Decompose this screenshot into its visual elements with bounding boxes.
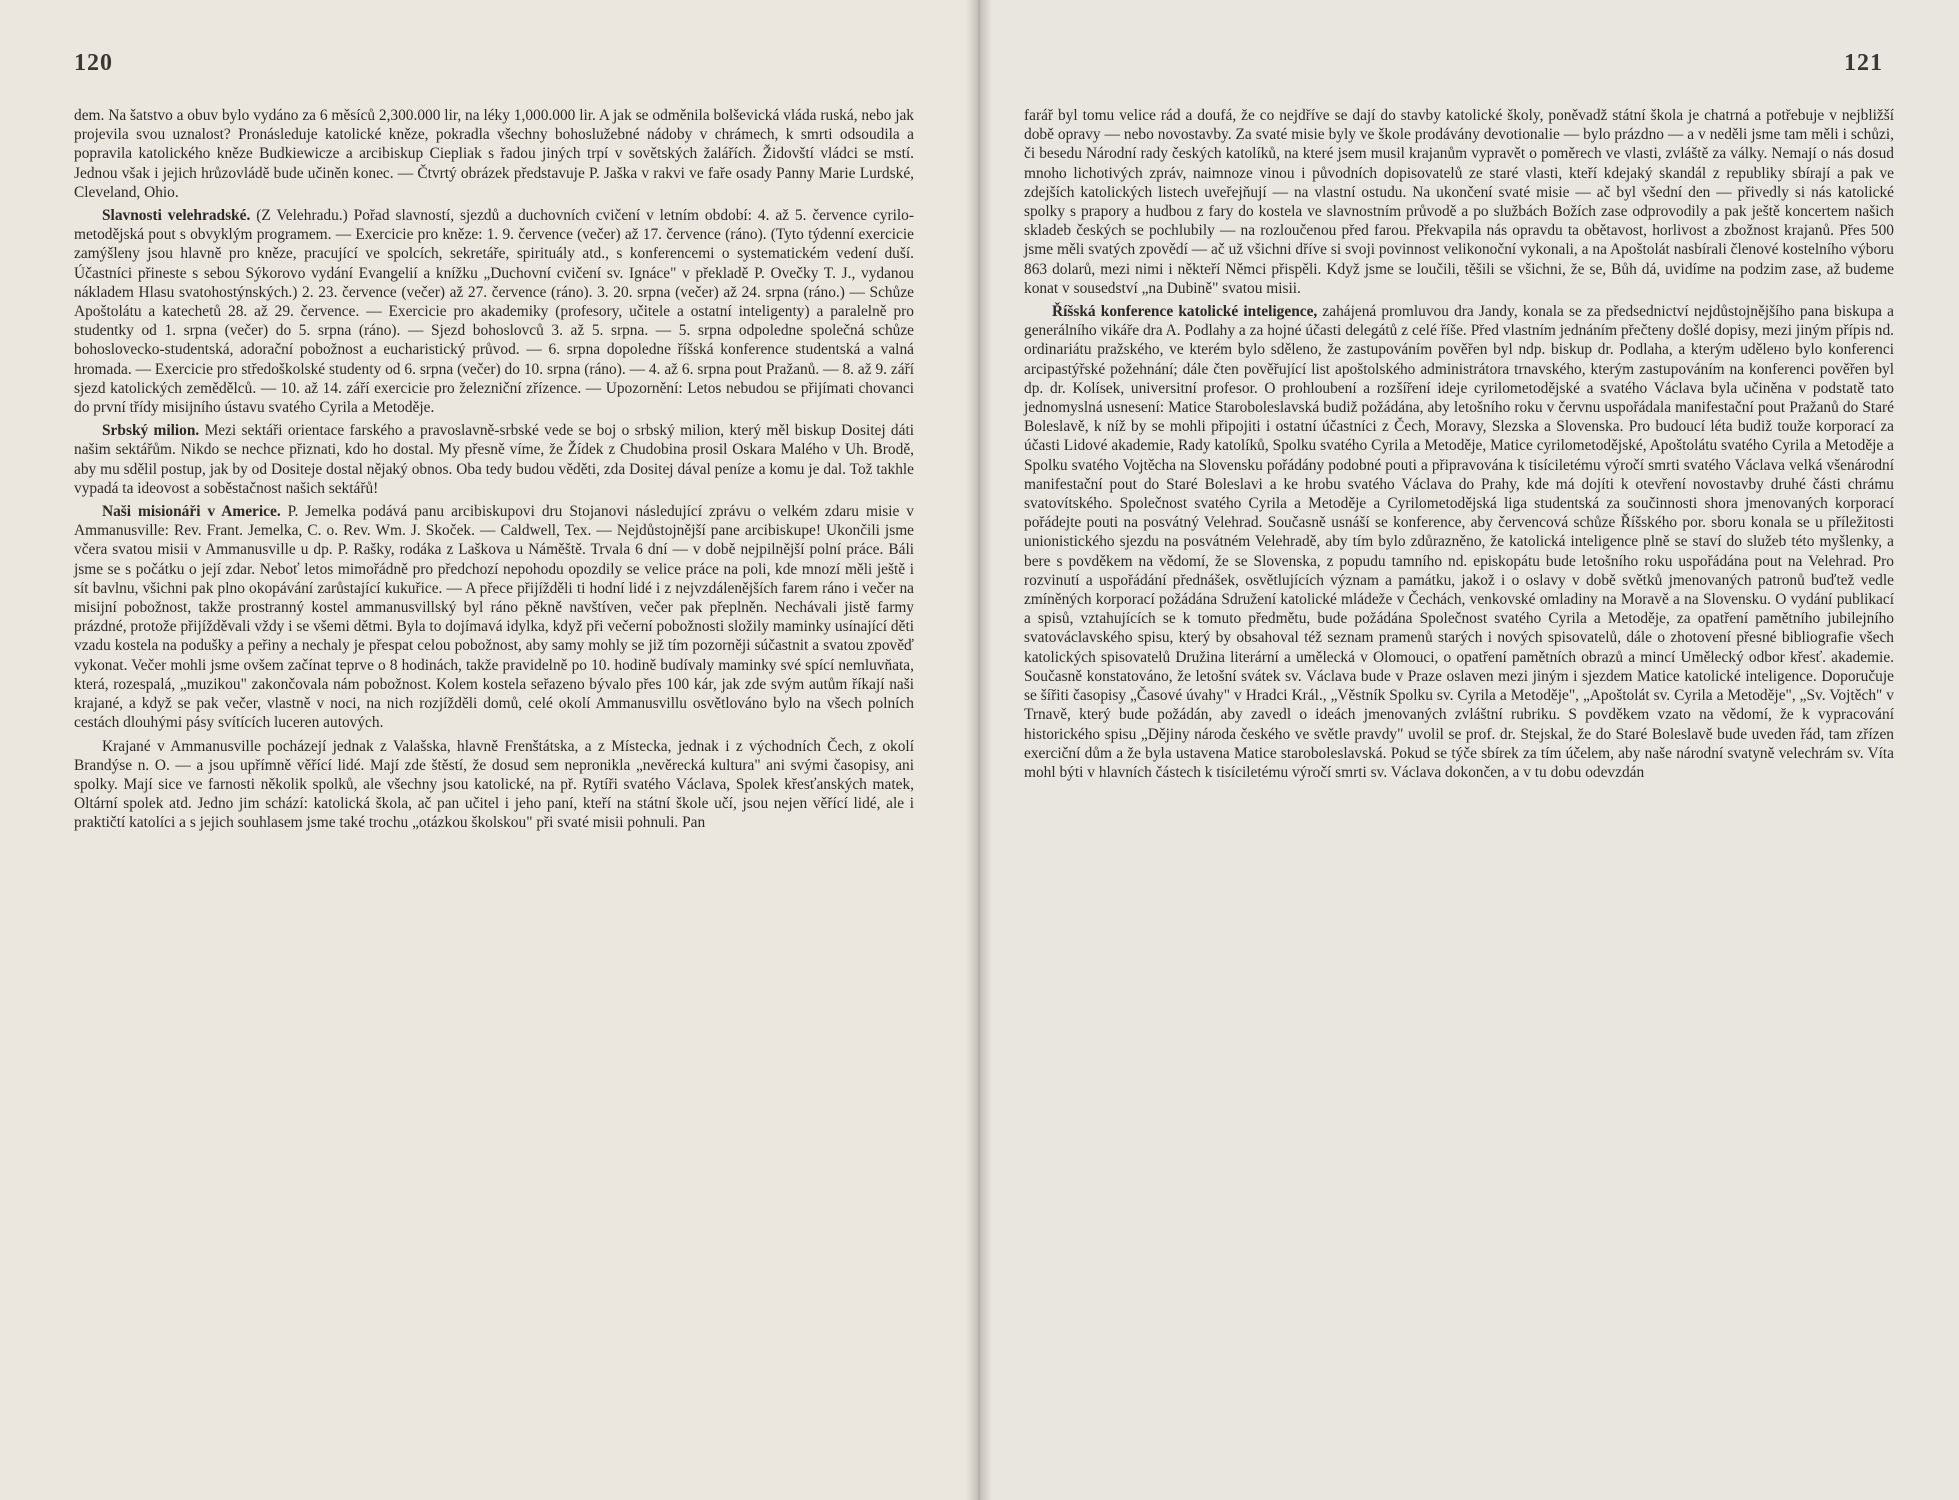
paragraph-heading: Srbský milion.	[102, 422, 200, 440]
paragraph-text: (Z Velehradu.) Pořad slavností, sjezdů a duchovních cvičení v letním období: 4. až 5. července cyrilo-metodějská pout s obvyklým programem. — Exercicie pro kněze: 1. 9. července (večer) až 17. července (ráno). (Tyto týdenní exercicie zamýšleny jsou hlavně pro kněze, pracující ve spolcích, sekretáře, spirituály atd., s konferencemi o systematickém vedení duší. Účastníci přineste s sebou Sýkorovo vydání Evangelií a knížku „Duchovní cvičení sv. Ignáce" v překladě P. Ovečky T. J., vydanou nákladem Hlasu svatohostýnských.) 2. 23. července (večer) až 27. července (ráno). 3. 20. srpna (večer) až 24. srpna (ráno.) — Schůze Apoštolátu a katechetů 28. až 29. července. — Exercicie pro akademiky (profesory, učitele a ostatní inteligenty) a paralelně pro studentky od 1. srpna (večer) do 5. srpna (ráno). — Sjezd bohoslovců 3. až 5. srpna. — 5. srpna odpoledne společná schůze bohoslovecko-studentská, adorační pobožnost a eucharistický průvod. — 6. srpna dopoledne říšská konference studentská a valná hromada. — Exercicie pro středoškolské studenty od 6. srpna (večer) do 10. srpna (ráno). — 4. až 6. srpna pout Pražanů. — 8. až 9. září sjezd katolických zemědělců. — 10. až 14. září exercicie pro železniční zřízence. — Upozornění: Letos nebudou se přijímati chovanci do první třídy misijního ústavu svatého Cyrila a Metoděje.	[74, 207, 914, 417]
paragraph	[74, 502, 914, 732]
paragraph-text: Mezi sektáři orientace farského a pravoslavně-srbské vede se boj o srbský milion, který měl biskup Dositej dáti našim sektářům. Nikdo se nechce přiznati, kdo ho dostal. My přesně víme, že Žídek z Chudobina prosil Oskara Malého v Uh. Brodě, aby mu sdělil postup, jak by od Dositeje dostal nějaký obnos. Oba tedy budou věděti, zda Dositej dával peníze a komu je dal. Tož takhle vypadá ta ideovost a soběstačnost našich sektářů!	[74, 422, 915, 497]
text-column	[74, 106, 914, 837]
paragraph-text: zahájená promluvou dra Jandy, konala se za předsednictví nejdůstojnějšího pana biskupa a generálního vikáře dra A. Podlahy a za hojné účasti delegátů z celé říše. Před vlastním jednáním přečteny došlé dopisy, mezi jiným přípis nd. ordinariátu pražského, ve kterém bylo sděleno, že zastupováním pověřen byl ndp. biskup dr. Podlaha, a kterým udělено bylo konferenci arcipastýřské požehnání; dále čten pověřující list apoštolského administrátora trnavského, kterým zastupováním na konferenci pověřen byl dp. dr. Kolísek, universitní profesor. O prohloubení a rozšíření ideje cyrilometodějské a svatého Václava byla učiněna v podstatě tato jednomyslná usnesení: Matice Staroboleslavská budiž požádána, aby letošního roku v červnu uspořádala manifestační pout Pražanů do Staré Boleslavě, k níž by se mohli připojiti i ostatní účastníci z Čech, Moravy, Slezska a Slovenska. Pro budoucí léta budiž touže korporací za účasti Lidové akademie, Rady katolíků, Spolku svatého Cyrila a Metoděje, Matice cyrilometodějské, Apoštolátu svatého Cyrila a Metoděje a Spolku svatého Vojtěcha na Slovensku pořádány podobné pouti a připravována k tisíciletému výročí smrti svatého Václava velká všenárodní manifestační pout do Staré Boleslavi a ke hrobu svatého Václava do Prahy, kde má dojíti k otevření novostavby druhé části chrámu svatovítského. Společnost svatého Cyrila a Metoděje a Cyrilometodějská liga studentská za součinnosti shora jmenovaných korporací pořádejte pouti na posvátný Velehrad. Současně usnáší se konference, aby červencová schůze Říšského por. sboru konala se u příležitosti unionistického sjezdu na posvátném Velehradě, aby tím bylo zdůrazněno, že katolická inteligence plně se staví do služeb této myšlenky, a bere s povděkem na vědomí, že se Slovenska, z popudu tamního nd. episkopátu bude letošního roku uspořádána pout na Velehrad. Pro rozvinutí a uspořádání přednášek, osvětlujících význam a památku, jakož i o oslavy v době světků jmenovaných patronů buďtež vedle zmíněných korporací požádána Sdružení katolické mládeže v Čechách, venkovské omladiny na Moravě a na Slovensku. O vydání publikací a spisů, vztahujících se k tomuto předmětu, bude požádána Společnost svatého Cyrila a Metoděje, za opatření pamětního jubilejního svatováclavského spisu, který by obsahoval též seznam pramenů starých i nových spisovatelů, dále o zhotovení přesné bibliografie všech katolických spisovatelů Družina literární a umělecká v Olomouci, o opatření pamětních obrazů a mincí Umělecký odbor křesť. akademie. Současně konstatováno, že letošní svátek sv. Václava bude v Praze oslaven mezi jiným i sjezdem Matice katolické inteligence. Doporučuje se šířiti časopisy „Časové úvahy" v Hradci Král., „Věstník Spolku sv. Cyrila a Metoděje", „Apoštolát sv. Cyrila a Metoděje", „Sv. Vojtěch" v Trnavě, který bude požádán, aby zavedl o ideách jmenovaných zvláštní rubriku. S povděkem vzato na vědomí, že k vypracování historického spisu „Dějiny národa českého ve světle pravdy" uvolil se prof. dr. Stejskal, že do Staré Boleslavě bude uveden řád, tam zřízen exerciční dům a že byla ustavena Matice staroboleslavská. Pokud se týče sbírek za tím účelem, aby naše národní svatyně velechrám sv. Víta mohl býti v hlavních částech k tisíciletému výročí smrti sv. Václava dokončen, a v tu dobu odevzdán	[1024, 303, 1894, 781]
paragraph-heading: Slavnosti velehradské.	[102, 207, 251, 225]
page-number: 120	[74, 50, 113, 76]
paragraph-text: Krajané v Ammanusville pocházejí jednak z Valašska, hlavně Frenštátska, a z Místecka, jednak i z východních Čech, z okolí Brandýse n. O. — a jsou upřímně věřící lidé. Mají zde štěstí, že dosud sem nepronikla „nevěrecká kultura" ani svými časopisy, ani spolky. Mají sice ve farnosti několik spolků, ale všechny jsou katolické, na př. Rytíři svatého Václava, Spolek křesťanských matek, Oltární spolek atd. Jedno jim schází: katolická škola, ač pan učitel i jeho paní, kteří na státní škole učí, jsou nejen věřící lidé, ale i praktičtí katolíci a s jejich souhlasem jsme také trochu „otázkou školskou" při svaté misii pohnuli. Pan	[74, 737, 914, 832]
paragraph-text: dem. Na šatstvo a obuv bylo vydáno za 6 měsíců 2,300.000 lir, na léky 1,000.000 lir. A jak se odměnila bolševická vláda ruská, nebo jak projevila svou uznalost? Pronásleduje katolické kněze, pokradla všechny bohoslužebné nádoby v chrámech, k smrti odsoudila a popravila katolického kněze Budkiewicze a arcibiskup Ciepliak s řadou jiných trpí v sovětských žalářích. Židovští vládci se mstí. Jednou však i jejich hrůzovládě bude učiněn konec. — Čtvrtý obrázek představuje P. Jaška v rakvi ve faře osady Panny Marie Lurdské, Cleveland, Ohio.	[74, 107, 914, 201]
paragraph	[74, 421, 914, 498]
page-number: 121	[1844, 50, 1883, 76]
left-page	[0, 0, 978, 1500]
paragraph	[1024, 106, 1894, 298]
right-page	[978, 0, 1959, 1500]
paragraph-heading: Naši misionáři v Americe.	[102, 503, 281, 521]
paragraph-text: farář byl tomu velice rád a doufá, že co nejdříve se dají do stavby katolické školy, poněvadž státní škola je chatrná a potřebuje v nejbližší době opravy — nebo novostavby. Za svaté misie byly ve škole prodávány devotionalie — bylo prázdno — a v neděli jsme tam měli i schůzi, či besedu Národní rady českých katolíků, na které jsem musil krajanům vypravět o poměrech ve vlasti, zvláště za války. Nemají o nás dosud mnoho lichotivých zpráv, naimnoze vinou i původních dopisovatelů ze staré vlasti, kteří kdejaký skandál z republiky sbírají a pak ve zdejších katolických listech uveřejňují — na vlastní ostudu. Na ukončení svaté misie — ač byl všední den — přivedly si nás katolické spolky s prapory a hudbou z fary do kostela ve slavnostním průvodě a po službách Božích zase odprovodily a pak ještě koncertem našich skladeb českých se pochlubily — na rozloučenou před farou. Překvapila nás opravdu ta obětavost, horlivost a zbožnost krajanů. Přes 500 jsme měli svatých zpovědí — ač už všichni dříve si svoji povinnost velikonoční vykonali, a na Apoštolát nasbírali členové kostelního výboru 863 dolarů, mezi nimi i někteří Němci přispěli. Když jsme se loučili, těšili se všichni, že se, Bůh dá, uvidíme na podzim zase, až budeme konat v sousedství „na Dubině" svatou misii.	[1024, 107, 1894, 297]
paragraph	[74, 737, 914, 833]
paragraph	[1024, 302, 1894, 782]
paragraph	[74, 206, 914, 417]
text-column	[1024, 106, 1894, 786]
paragraph	[74, 106, 914, 202]
paragraph-text: P. Jemelka podává panu arcibiskupovi dru Stojanovi následující zprávu o velkém zdaru misie v Ammanusville: Rev. Frant. Jemelka, C. o. Rev. Wm. J. Skoček. — Caldwell, Tex. — Nejdůstojnější pane arcibiskupe! Ukončili jsme včera svatou misii v Ammanusville u dp. P. Rašky, rodáka z Laškova u Náměště. Trvala 6 dní — v době nejpilnější polní práce. Báli jsme se s počátku o její zdar. Neboť letos mimořádně pro předchozí nepohodu opozdily se velice práce na poli, kde mnozí měli ještě i sít bavlnu, všichni pak plno okopávání zarůstající kukuřice. — A přece přijížděli ti hodní lidé i z nejvzdálenějších farem ráno i večer na misijní pobožnost, takže prostranný kostel ammanusvillský byl ráno pěkně navštíven, večer pak přeplněn. Nechávali jistě farmy prázdné, protože přijížděvali vždy i se všemi dětmi. Byla to dojímavá idylka, když při večerní pobožnosti složily maminky usínající děti vzadu kostela na podušky a peřiny a nechaly je přespat celou pobožnost, aby samy mohly se již tím pozorněji súčastnit a svatou zpověď vykonat. Večer mohli jsme ovšem začínat teprve o 8 hodinách, takže pravidelně po 10. hodině budívaly maminky své spící nemluvňata, která, rozespalá, „muzikou" zakončovala nám pobožnost. Kolem kostela seřazeno bývalo přes 100 kár, jak zde svým autům říkají naši krajané, a když se pak večer, vlastně v noci, na nich rozjížděli domů, celé okolí Ammanusvillu osvětlováno bylo na všech polních cestách dlouhými pásy svítících luceren autových.	[74, 503, 914, 732]
paragraph-heading: Říšská konference katolické inteligence,	[1052, 303, 1318, 321]
